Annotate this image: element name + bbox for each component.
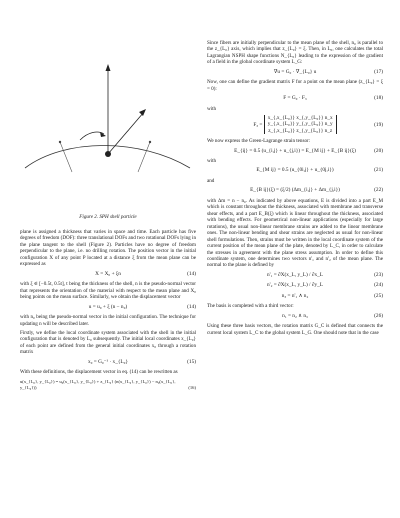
- sph-shell-figure: [20, 40, 196, 210]
- equation-25-body: n₃ = n'₁ ∧ n₂: [281, 292, 309, 299]
- figure-caption: Figure 2. SPH shell particle: [79, 214, 137, 220]
- equation-15-body: x₀ = G₀⁻¹ · x_{L₀}: [87, 358, 129, 365]
- equation-25-number: (25): [374, 292, 383, 299]
- equation-21-body: E_{M ij} = 0.5 (u_{0i,j} + u_{0j,i}): [256, 167, 334, 174]
- equation-24-number: (24): [374, 282, 383, 289]
- right-with-2: with: [207, 158, 217, 165]
- equation-17: [207, 69, 383, 76]
- equation-14b-body: u = u₀ + ξ (n − n₀): [88, 303, 128, 310]
- right-paragraph-1: Since fibers are initially perpendicular to the mean plane of the shell, n₀ is parallel to the z_{L₀} axis, which implies that z_{L₀} = ξ. Then, in L₀, one calculates the total Lagrangian NSPH shape functions N_{L₀} leading to the expression of the gradient of a field in the global coordinate system L_G:: [207, 40, 383, 66]
- f3-matrix: [264, 115, 337, 134]
- right-paragraph-5: The basis is completed with a third vector:: [207, 303, 294, 310]
- left-paragraph-4: Firstly, we define the local coordinate system associated with the shell in the initial configuration that is denoted by L₀ subsequently. The initial local coordinates x_{L₀} of each point are defined from the general initial coordinates x₀ through a rotation matrix: [20, 329, 196, 356]
- equation-22-body: E_{B ij}(ξ) = (ξ/2) (Δm_{i,j} + Δm_{j,i}): [250, 187, 340, 194]
- left-paragraph-1: plane is assigned a thickness that varies in space and time. Each particle has five degrees of freedom (DOF): three translational DOFs and two rotational DOFs lying in the plane tangent to the shell (Figure 2). Particles have no degree of freedom perpendicular to the plane, i.e. no drilling rotation. The position vector in the initial configuration X of any point P located at a distance ξ from the mean plane can be expressed as: [20, 229, 196, 268]
- equation-15: [20, 359, 196, 366]
- left-paragraph-3: with n₀ being the pseudo-normal vector in the initial configuration. The technique for updating n will be described later.: [20, 314, 196, 327]
- f3-row-1: x_{,x_{L₀}} x_{,y_{L₀}} n_x: [267, 115, 333, 122]
- equation-20: [207, 148, 383, 155]
- equation-16: [20, 379, 196, 392]
- equation-23: [207, 272, 383, 279]
- right-paragraph-2: Now, one can define the gradient matrix F for a point on the mean plane (z_{L₀} = ξ = 0):: [207, 79, 383, 92]
- right-paragraph-6: Using these three basis vectors, the rotation matrix G_C is defined that connects the current local system L_C to the global system L_G. One should note that in the case: [207, 323, 383, 336]
- equation-14a-number: (14): [187, 270, 196, 277]
- equation-18-number: (18): [374, 95, 383, 102]
- equation-16-number: (16): [188, 385, 196, 391]
- equation-20-body: E_{ij} = 0.5 (u_{i,j} + u_{j,i}) = E_{M ij} + E_{B ij}(ξ): [234, 147, 356, 154]
- equation-14a: [20, 271, 196, 278]
- equation-20-number: (20): [374, 147, 383, 154]
- equation-14b-number: (14): [187, 303, 196, 310]
- right-with-1: with: [207, 105, 217, 112]
- equation-26-body: n₁ = n₂ ∧ n₃: [282, 312, 308, 319]
- equation-22-number: (22): [374, 187, 383, 194]
- equation-22: [207, 187, 383, 194]
- equation-21: [207, 167, 383, 174]
- equation-18-body: F = G₀ · F₃: [283, 95, 307, 102]
- equation-17-body: ∇u = G₀ · ∇_{L₀} u: [273, 68, 317, 75]
- f3-row-2: y_{,x_{L₀}} y_{,y_{L₀}} n_y: [267, 121, 333, 128]
- right-paragraph-3: We now express the Green-Lagrange strain tensor:: [207, 138, 311, 145]
- equation-25: [207, 293, 383, 300]
- f3-row-3: z_{,x_{L₀}} z_{,y_{L₀}} n_z: [268, 127, 333, 134]
- equation-24: [207, 282, 383, 289]
- equation-14b: [20, 304, 196, 311]
- right-and: and: [207, 177, 215, 184]
- equation-17-number: (17): [374, 68, 383, 75]
- equation-26: [207, 313, 383, 320]
- equation-18: [207, 95, 383, 102]
- equation-19: [207, 115, 383, 134]
- left-paragraph-2: with ξ ∈ [−0.5t, 0.5t], t being the thickness of the shell, n is the pseudo-normal vector that represents the orientation of the material with respect to the mean plane and X₀ being points on the mean surface. Similarly, we obtain the displacement vector: [20, 281, 196, 301]
- left-column: [20, 40, 196, 396]
- equation-21-number: (21): [374, 167, 383, 174]
- equation-16-body: u(x_{L₀}, y_{L₀}) = u₀(x_{L₀}, y_{L₀}) + z_{L₀} (n(x_{L₀}, y_{L₀}) − n₀(x_{L₀}, y_{L₀})): [20, 378, 176, 391]
- equation-15-number: (15): [187, 358, 196, 365]
- right-paragraph-4: with Δm = n − n₀. As indicated by above equations, E is divided into a part E_M which is constant throughout the thickness, associated with membrane and transverse shear effects, and a part E_B(ξ) which is linear throughout the thickness, associated with bending effects. For geometrical non-linear applications (especially for large rotations), the usual non-linear membrane strains are added to the linear membrane ones. The non-linear bending and shear strains are neglected as usual for non-linear shell formulations. Then, strains must be written in the local coordinate system of the current position of the mean plane of the plate, denoted by L_C, in order to calculate the stresses in agreement with the plane stress assumption. In order to define this coordinate system, one determines two vectors n'₁ and n'₂ of the mean plane. The normal to the plane is defined by: [207, 197, 383, 269]
- f3-label: F₃ =: [253, 121, 263, 128]
- sph-shell-diagram: [20, 40, 196, 210]
- left-paragraph-5: With these definitions, the displacement vector in eq. (14) can be rewritten as: [20, 369, 178, 376]
- equation-19-number: (19): [374, 121, 383, 128]
- equation-23-body: n'₁ = ∂X(x_L, y_L) / ∂x_L: [266, 271, 324, 278]
- right-column: [207, 40, 383, 339]
- equation-23-number: (23): [374, 271, 383, 278]
- equation-26-number: (26): [374, 312, 383, 319]
- equation-24-body: n'₂ = ∂X(x_L, y_L) / ∂y_L: [266, 282, 324, 289]
- equation-14a-body: X = X₀ + ξn: [95, 270, 121, 277]
